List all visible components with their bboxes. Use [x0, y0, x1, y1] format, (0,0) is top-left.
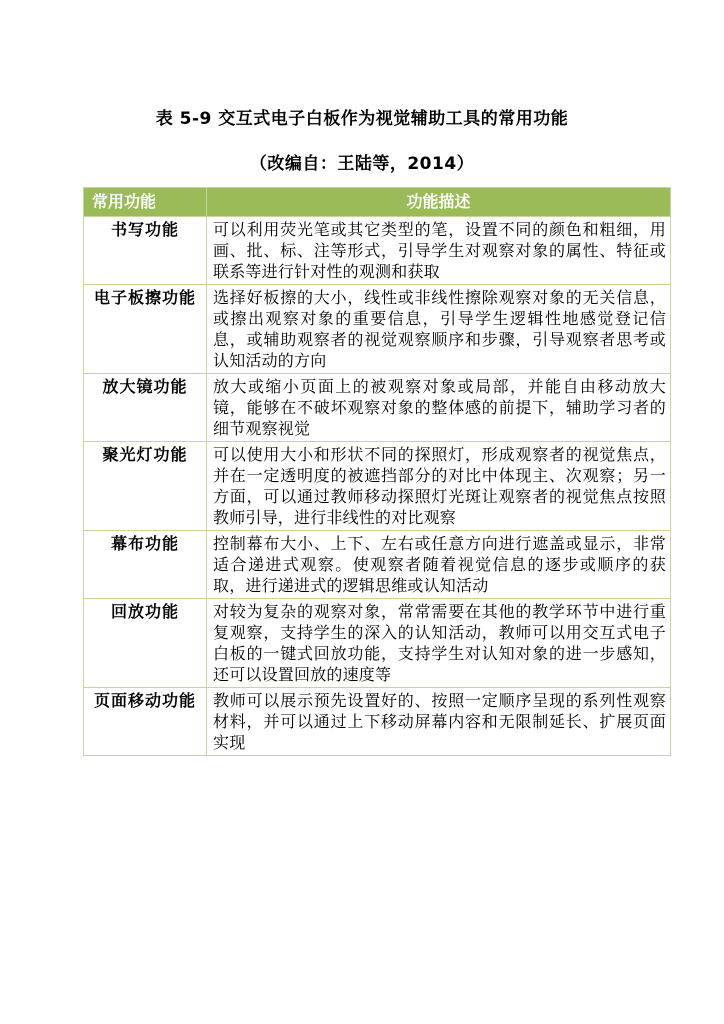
function-name-cell: 聚光灯功能 [84, 442, 207, 531]
function-name-cell: 电子板擦功能 [84, 285, 207, 374]
function-name-cell: 书写功能 [84, 217, 207, 285]
table-row [84, 531, 671, 599]
table-header-row [84, 188, 671, 217]
features-table [83, 187, 671, 756]
source-citation: （改编自：王陆等，2014） [249, 154, 475, 174]
function-description-cell: 控制幕布大小、上下、左右或任意方向进行遮盖或显示，非常适合递进式观察。使观察者随着视觉信息的逐步或顺序的获取，进行递进式的逻辑思维或认知活动 [207, 531, 671, 599]
function-name-cell: 页面移动功能 [84, 688, 207, 756]
table-row [84, 217, 671, 285]
function-description-cell: 对较为复杂的观察对象，常常需要在其他的教学环节中进行重复观察，支持学生的深入的认知活动，教师可以用交互式电子白板的一键式回放功能，支持学生对认知对象的进一步感知，还可以设置回放的速度等 [207, 599, 671, 688]
table-row [84, 688, 671, 756]
function-name-cell: 回放功能 [84, 599, 207, 688]
table-row [84, 285, 671, 374]
function-description-cell: 可以利用荧光笔或其它类型的笔，设置不同的颜色和粗细，用画、批、标、注等形式，引导学生对观察对象的属性、特征或联系等进行针对性的观测和获取 [207, 217, 671, 285]
function-name-cell: 放大镜功能 [84, 374, 207, 442]
function-name-cell: 幕布功能 [84, 531, 207, 599]
function-description-cell: 教师可以展示预先设置好的、按照一定顺序呈现的系列性观察材料，并可以通过上下移动屏幕内容和无限制延长、扩展页面实现 [207, 688, 671, 756]
function-description-cell: 选择好板擦的大小，线性或非线性擦除观察对象的无关信息，或擦出观察对象的重要信息，引导学生逻辑性地感觉登记信息，或辅助观察者的视觉观察顺序和步骤，引导观察者思考或认知活动的方向 [207, 285, 671, 374]
header-function-description: 功能描述 [207, 188, 671, 217]
header-function-name: 常用功能 [84, 188, 207, 217]
function-description-cell: 放大或缩小页面上的被观察对象或局部，并能自由移动放大镜，能够在不破坏观察对象的整体感的前提下，辅助学习者的细节观察视觉 [207, 374, 671, 442]
table-caption: 表 5-9 交互式电子白板作为视觉辅助工具的常用功能 [155, 109, 569, 129]
table-row [84, 599, 671, 688]
function-description-cell: 可以使用大小和形状不同的探照灯，形成观察者的视觉焦点，并在一定透明度的被遮挡部分的对比中体现主、次观察；另一方面，可以通过教师移动探照灯光斑让观察者的视觉焦点按照教师引导，进行非线性的对比观察 [207, 442, 671, 531]
table-row [84, 442, 671, 531]
table-row [84, 374, 671, 442]
